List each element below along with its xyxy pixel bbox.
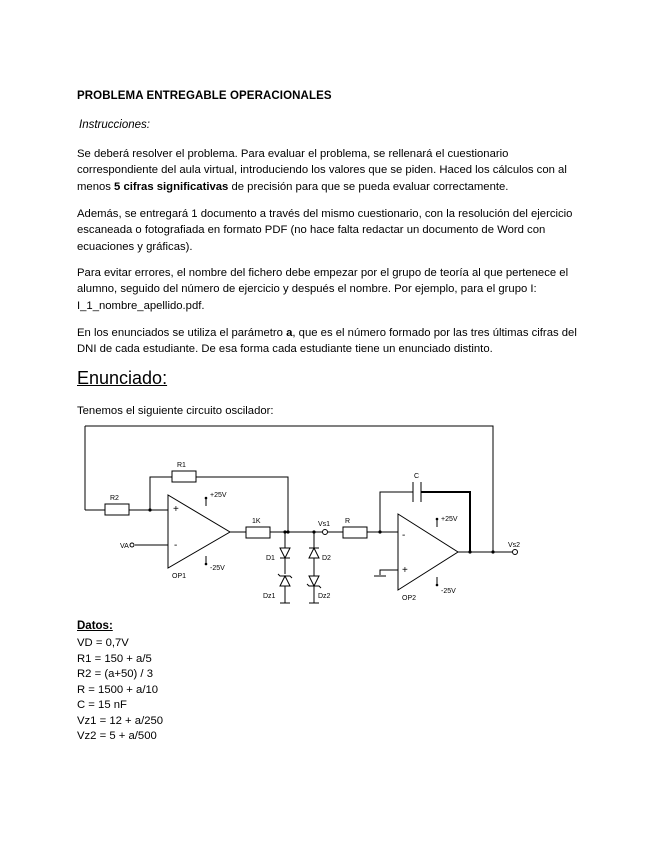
resistor-r2 <box>105 504 129 515</box>
label-vs1: Vs1 <box>318 521 331 528</box>
datos-item: R = 1500 + a/10 <box>77 683 159 696</box>
datos-list <box>77 636 163 745</box>
paragraph-evaluation-text-b: de precisión para que se pueda evaluar correctamente. <box>228 180 509 193</box>
label-1k: 1K <box>252 518 261 525</box>
diode-d1 <box>280 548 290 558</box>
section-heading: Enunciado: <box>77 368 168 388</box>
circuit-intro: Tenemos el siguiente circuito oscilador: <box>77 405 274 417</box>
label-d1: D1 <box>266 555 275 562</box>
label-r1: R1 <box>177 462 186 469</box>
paragraph-parameter-text-b: , que es el número formado por las tres últimas cifras del DNI de cada estudiante. De esa forma cada estudiante tiene un enunciado distinto. <box>77 327 577 356</box>
datos-item: VD = 0,7V <box>77 637 129 649</box>
label-dz2: Dz2 <box>318 593 331 600</box>
label-op2: OP2 <box>402 595 417 602</box>
node-va <box>130 543 134 547</box>
zener-dz2 <box>309 576 319 586</box>
datos-item: C = 15 nF <box>77 699 127 711</box>
op2-minus-sign: - <box>402 530 406 541</box>
paragraph-submission: Además, se entregará 1 documento a través del mismo cuestionario, con la resolución del ejercicio escaneada o fotografiada en formato PDF (no hace falta redactar un documento de Word con ecuaciones y gráficas). <box>77 208 573 253</box>
paragraph-evaluation-text-a: Se deberá resolver el problema. Para evaluar el problema, se rellenará el cuestionario correspondiente del aula virtual, introduciendo los valores que se piden. Haced los cálculos con al menos <box>77 148 567 193</box>
label-op1: OP1 <box>172 573 187 580</box>
node-vs1 <box>323 530 328 535</box>
label-dz1: Dz1 <box>263 593 276 600</box>
r1-wire-right <box>196 477 288 532</box>
paragraph-parameter-text-a: En los enunciados se utiliza el parámetro <box>77 327 287 339</box>
r1-wire-left <box>150 477 172 510</box>
resistor-r <box>343 527 367 538</box>
paragraph-evaluation-bold: 5 cifras significativas <box>114 180 229 193</box>
document-title: PROBLEMA ENTREGABLE OPERACIONALES <box>77 90 332 102</box>
label-op2-vpos: +25V <box>441 516 458 523</box>
capacitor-wire-left <box>380 492 413 532</box>
label-r2: R2 <box>110 495 119 502</box>
datos-item: Vz1 = 12 + a/250 <box>77 714 164 727</box>
zener-dz1 <box>280 576 290 586</box>
paragraph-evaluation <box>77 146 577 195</box>
datos-item: R1 = 150 + a/5 <box>77 652 152 665</box>
paragraph-filename: Para evitar errores, el nombre del fichero debe empezar por el grupo de teoría al que pertenece el alumno, seguido del número de ejercicio y después el nombre. Por ejemplo, para el grupo I: I_1_nombre_apellido.pdf. <box>77 267 569 312</box>
resistor-1k <box>246 527 270 538</box>
datos-title: Datos: <box>77 620 113 632</box>
label-d2: D2 <box>322 555 331 562</box>
label-r: R <box>345 518 351 525</box>
opamp-op2 <box>398 514 458 590</box>
paragraph-parameter <box>77 325 577 358</box>
label-vs2: Vs2 <box>508 542 521 549</box>
node-vs2 <box>513 550 518 555</box>
label-op1-vpos: +25V <box>210 492 227 499</box>
datos-item: Vz2 = 5 + a/500 <box>77 730 157 742</box>
circuit-diagram <box>60 420 530 615</box>
label-op1-vneg: -25V <box>210 565 225 572</box>
op1-minus-sign: - <box>174 540 178 551</box>
datos-item: R2 = (a+50) / 3 <box>77 668 153 680</box>
label-va: VA <box>120 543 129 550</box>
label-op2-vneg: -25V <box>441 588 456 595</box>
paragraph-parameter-bold: a <box>286 327 293 339</box>
op2-plus-sign: + <box>402 565 408 576</box>
diode-d2 <box>309 548 319 558</box>
op1-plus-sign: + <box>173 504 179 515</box>
instructions-label: Instrucciones: <box>79 119 150 131</box>
label-c: C <box>414 473 420 480</box>
resistor-r1 <box>172 471 196 482</box>
